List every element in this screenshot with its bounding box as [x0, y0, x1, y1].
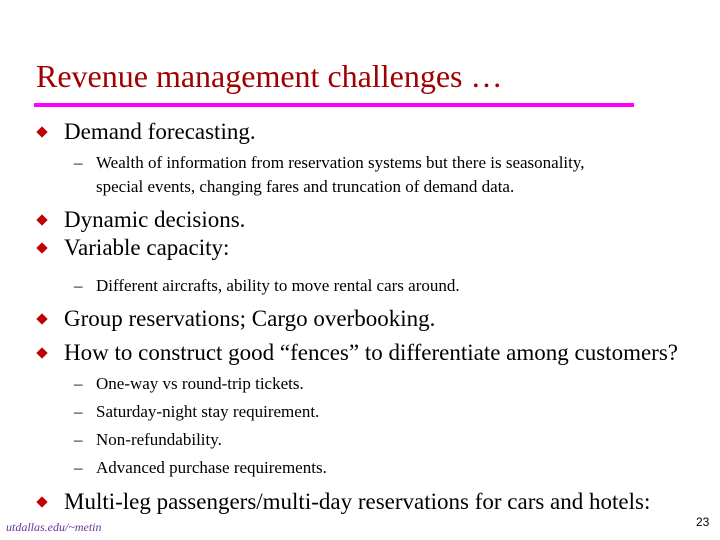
dash-marker: –: [74, 276, 83, 295]
sub-bullet-text: One-way vs round-trip tickets.: [96, 374, 304, 393]
page-number: 23: [696, 515, 710, 529]
diamond-bullet-icon: [36, 126, 47, 137]
dash-marker: –: [74, 374, 83, 393]
slide-title: Revenue management challenges …: [36, 58, 503, 94]
bullet-text: Variable capacity:: [64, 235, 230, 260]
bullet-text: Multi-leg passengers/multi-day reservations for cars and hotels:: [64, 489, 651, 514]
dash-marker: –: [74, 153, 83, 172]
bullet-item: [38, 339, 678, 367]
bullet-item: [38, 118, 256, 146]
sub-bullet-item: [74, 457, 327, 479]
dash-marker: –: [74, 430, 83, 449]
diamond-bullet-icon: [36, 214, 47, 225]
diamond-bullet-icon: [36, 313, 47, 324]
title-underline: [34, 103, 634, 107]
dash-marker: –: [74, 458, 83, 477]
sub-bullet-item: [74, 373, 304, 395]
sub-bullet-item: [74, 152, 585, 174]
bullet-text: How to construct good “fences” to differentiate among customers?: [64, 340, 678, 365]
diamond-bullet-icon: [36, 347, 47, 358]
sub-bullet-text: Advanced purchase requirements.: [96, 458, 327, 477]
bullet-item: [38, 206, 245, 234]
sub-bullet-text: special events, changing fares and truncation of demand data.: [96, 177, 515, 196]
sub-bullet-text: Wealth of information from reservation systems but there is seasonality,: [96, 153, 585, 172]
bullet-item: [38, 488, 650, 516]
diamond-bullet-icon: [36, 496, 47, 507]
sub-bullet-item: [74, 429, 222, 451]
sub-bullet-text: Non-refundability.: [96, 430, 222, 449]
bullet-item: [38, 305, 435, 333]
bullet-text: Demand forecasting.: [64, 119, 256, 144]
footer-url: utdallas.edu/~metin: [6, 520, 102, 534]
dash-marker: –: [74, 402, 83, 421]
sub-bullet-item: [74, 401, 319, 423]
sub-bullet-continuation: [74, 176, 514, 198]
diamond-bullet-icon: [36, 242, 47, 253]
sub-bullet-item: [74, 275, 460, 297]
sub-bullet-text: Saturday-night stay requirement.: [96, 402, 320, 421]
bullet-text: Dynamic decisions.: [64, 207, 246, 232]
sub-bullet-text: Different aircrafts, ability to move rental cars around.: [96, 276, 460, 295]
bullet-item: [38, 234, 229, 262]
bullet-text: Group reservations; Cargo overbooking.: [64, 306, 436, 331]
